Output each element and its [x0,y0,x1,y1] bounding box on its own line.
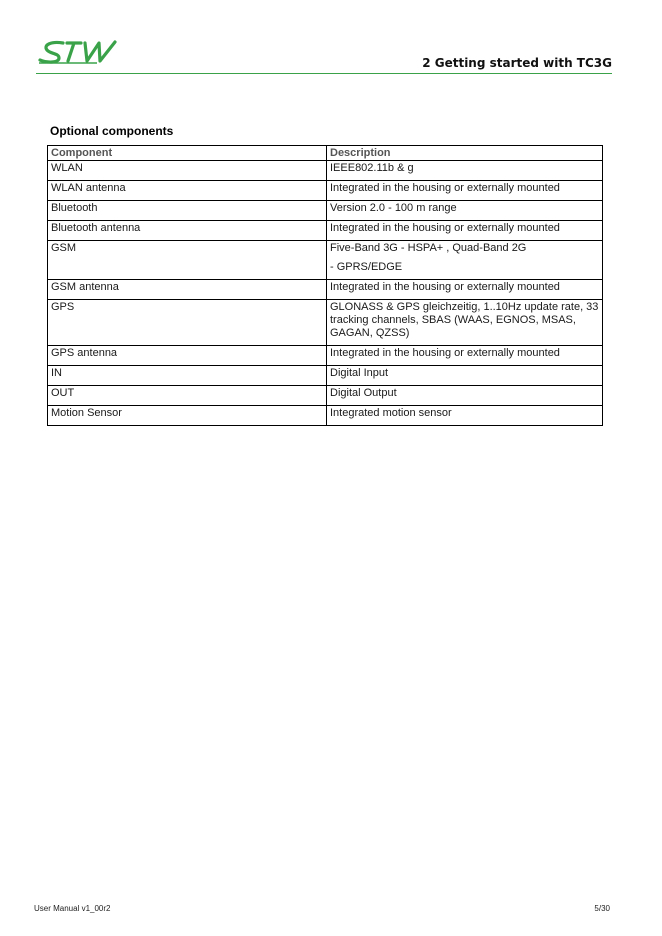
table-row [48,181,603,201]
header-divider [36,73,612,74]
component-cell: Bluetooth antenna [48,221,327,241]
table-row [48,366,603,386]
description-cell: IEEE802.11b & g [327,161,603,181]
table-row [48,161,603,181]
component-cell: WLAN antenna [48,181,327,201]
column-header-description: Description [327,146,603,161]
component-cell: IN [48,366,327,386]
table-row [48,241,603,280]
footer-document-version: User Manual v1_00r2 [34,904,111,913]
table-row [48,300,603,346]
component-cell: Motion Sensor [48,406,327,426]
description-line-2: - GPRS/EDGE [330,261,403,273]
description-cell: Digital Input [327,366,603,386]
stw-logo [37,39,119,65]
table-row [48,201,603,221]
table-row [48,406,603,426]
component-cell: GPS [48,300,327,346]
component-cell: OUT [48,386,327,406]
table-row [48,386,603,406]
description-cell: Integrated in the housing or externally mounted [327,181,603,201]
table-row [48,280,603,300]
component-cell: GSM antenna [48,280,327,300]
footer-page-number: 5/30 [594,904,610,913]
table-row [48,221,603,241]
description-cell: Version 2.0 - 100 m range [327,201,603,221]
section-title: Optional components [50,124,174,138]
component-cell: Bluetooth [48,201,327,221]
description-cell: Integrated in the housing or externally mounted [327,280,603,300]
description-cell: Integrated in the housing or externally mounted [327,221,603,241]
description-line-1: Five-Band 3G - HSPA+ , Quad-Band 2G [330,242,527,254]
column-header-component: Component [48,146,327,161]
component-cell: WLAN [48,161,327,181]
table-row [48,346,603,366]
component-cell: GPS antenna [48,346,327,366]
description-cell: Integrated motion sensor [327,406,603,426]
description-cell: Integrated in the housing or externally mounted [327,346,603,366]
description-cell [327,241,603,280]
description-cell: Digital Output [327,386,603,406]
components-table [47,145,603,426]
header-title: 2 Getting started with TC3G [422,56,612,70]
component-cell: GSM [48,241,327,280]
table-header-row [48,146,603,161]
description-cell: GLONASS & GPS gleichzeitig, 1..10Hz update rate, 33 tracking channels, SBAS (WAAS, EGNOS, MSAS, GAGAN, QZSS) [327,300,603,346]
